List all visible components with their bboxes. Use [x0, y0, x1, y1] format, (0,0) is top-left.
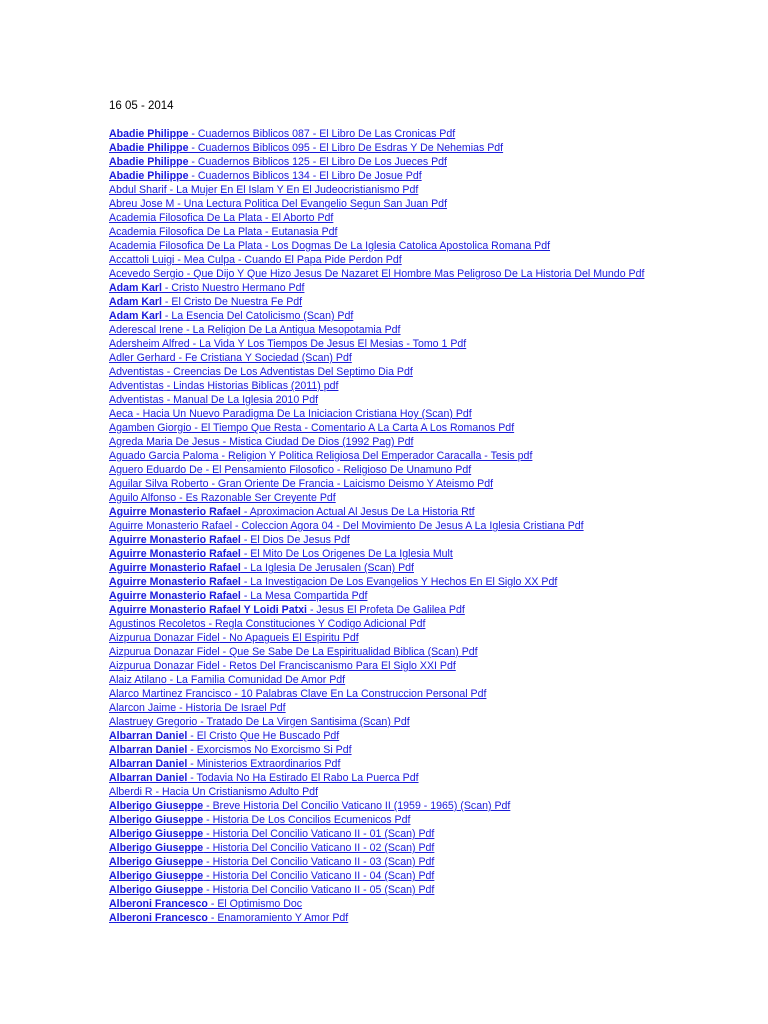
link-author: Agustinos Recoletos: [109, 618, 206, 630]
link-author: Alberigo Giuseppe: [109, 856, 204, 868]
document-link[interactable]: [109, 520, 584, 532]
link-title: - La Mujer En El Islam Y En El Judeocristianismo Pdf: [166, 184, 419, 196]
list-item: [109, 365, 759, 379]
list-item: [109, 743, 759, 757]
list-item: [109, 505, 759, 519]
link-title: - Cuadernos Biblicos 095 - El Libro De Esdras Y De Nehemias Pdf: [188, 142, 504, 154]
document-link[interactable]: [109, 912, 348, 924]
list-item: [109, 855, 759, 869]
link-author: Adam Karl: [109, 310, 162, 322]
link-author: Abreu Jose M: [109, 198, 175, 210]
link-title: - Eutanasia Pdf: [262, 226, 338, 238]
link-title: - Mea Culpa - Cuando El Papa Pide Perdon Pdf: [174, 254, 402, 266]
list-item: [109, 295, 759, 309]
link-title: - Los Dogmas De La Iglesia Catolica Apostolica Romana Pdf: [262, 240, 551, 252]
link-title: - Hacia Un Nuevo Paradigma De La Iniciacion Cristiana Hoy (Scan) Pdf: [133, 408, 472, 420]
document-link[interactable]: [109, 772, 419, 784]
link-title: - La Esencia Del Catolicismo (Scan) Pdf: [161, 310, 354, 322]
link-author: Academia Filosofica De La Plata: [109, 226, 263, 238]
link-author: Adventistas: [109, 366, 164, 378]
document-link[interactable]: [109, 604, 465, 616]
link-author: Aguirre Monasterio Rafael: [109, 562, 241, 574]
link-author: Aguirre Monasterio Rafael: [109, 548, 241, 560]
document-link[interactable]: [109, 436, 413, 448]
document-link[interactable]: [109, 800, 510, 812]
link-title: - El Mito De Los Origenes De La Iglesia Mult: [240, 548, 453, 560]
document-link[interactable]: [109, 128, 455, 140]
list-item: [109, 155, 759, 169]
document-link[interactable]: [109, 296, 302, 308]
document-link[interactable]: [109, 562, 414, 574]
link-title: - Gran Oriente De Francia - Laicismo Deismo Y Ateismo Pdf: [208, 478, 494, 490]
list-item: [109, 827, 759, 841]
list-item: [109, 463, 759, 477]
list-item: [109, 631, 759, 645]
link-author: Adersheim Alfred: [109, 338, 190, 350]
link-author: Acevedo Sergio: [109, 268, 184, 280]
link-title: - El Aborto Pdf: [262, 212, 334, 224]
link-title: - El Optimismo Doc: [207, 898, 303, 910]
list-item: [109, 309, 759, 323]
link-title: - El Dios De Jesus Pdf: [240, 534, 350, 546]
document-link[interactable]: [109, 716, 410, 728]
link-title: - Hacia Un Cristianismo Adulto Pdf: [152, 786, 319, 798]
link-title: - Es Razonable Ser Creyente Pdf: [176, 492, 336, 504]
list-item: [109, 715, 759, 729]
link-title: - Coleccion Agora 04 - Del Movimiento De Jesus A La Iglesia Cristiana Pdf: [232, 520, 584, 532]
link-title: - Regla Constituciones Y Codigo Adicional Pdf: [205, 618, 426, 630]
link-author: Alberdi R: [109, 786, 153, 798]
link-author: Alberigo Giuseppe: [109, 870, 204, 882]
link-author: Aguilar Silva Roberto: [109, 478, 209, 490]
link-title: - Ministerios Extraordinarios Pdf: [187, 758, 341, 770]
list-item: [109, 267, 759, 281]
link-title: - Que Se Sabe De La Espiritualidad Biblica (Scan) Pdf: [219, 646, 478, 658]
document-link[interactable]: [109, 814, 410, 826]
link-title: - El Pensamiento Filosofico - Religioso De Unamuno Pdf: [202, 464, 472, 476]
link-title: - La Vida Y Los Tiempos De Jesus El Mesias - Tomo 1 Pdf: [189, 338, 467, 350]
link-title: - Fe Cristiana Y Sociedad (Scan) Pdf: [175, 352, 352, 364]
link-author: Alberoni Francesco: [109, 912, 208, 924]
list-item: [109, 547, 759, 561]
document-link[interactable]: [109, 884, 434, 896]
link-title: - Una Lectura Politica Del Evangelio Segun San Juan Pdf: [174, 198, 448, 210]
link-title: - Historia Del Concilio Vaticano II - 03 (Scan) Pdf: [203, 856, 435, 868]
link-title: - Cuadernos Biblicos 087 - El Libro De Las Cronicas Pdf: [188, 128, 456, 140]
document-link[interactable]: [109, 870, 434, 882]
list-item: [109, 407, 759, 421]
link-author: Accattoli Luigi: [109, 254, 175, 266]
link-title: - La Religion De La Antigua Mesopotamia Pdf: [183, 324, 401, 336]
link-author: Adler Gerhard: [109, 352, 176, 364]
document-link[interactable]: [109, 506, 475, 518]
document-link[interactable]: [109, 464, 471, 476]
link-author: Aizpurua Donazar Fidel: [109, 646, 220, 658]
list-item: [109, 673, 759, 687]
link-author: Abadie Philippe: [109, 156, 189, 168]
list-item: [109, 449, 759, 463]
document-link[interactable]: [109, 352, 352, 364]
document-link[interactable]: [109, 394, 318, 406]
link-title: - 10 Palabras Clave En La Construccion Personal Pdf: [231, 688, 487, 700]
link-title: - Lindas Historias Biblicas (2011) pdf: [163, 380, 339, 392]
list-item: [109, 645, 759, 659]
link-author: Academia Filosofica De La Plata: [109, 240, 263, 252]
document-link[interactable]: [109, 198, 447, 210]
list-item: [109, 883, 759, 897]
list-item: [109, 127, 759, 141]
document-link[interactable]: [109, 450, 532, 462]
list-item: [109, 841, 759, 855]
list-item: [109, 911, 759, 925]
document-link[interactable]: [109, 842, 434, 854]
link-title: - La Investigacion De Los Evangelios Y Hechos En El Siglo XX Pdf: [240, 576, 558, 588]
document-link[interactable]: [109, 268, 644, 280]
link-author: Abadie Philippe: [109, 170, 189, 182]
link-author: Alberigo Giuseppe: [109, 800, 204, 812]
list-item: [109, 701, 759, 715]
list-item: [109, 477, 759, 491]
link-author: Alberigo Giuseppe: [109, 842, 204, 854]
list-item: [109, 869, 759, 883]
link-title: - Manual De La Iglesia 2010 Pdf: [163, 394, 319, 406]
link-author: Adam Karl: [109, 296, 162, 308]
document-link[interactable]: [109, 674, 345, 686]
list-item: [109, 281, 759, 295]
list-item: [109, 519, 759, 533]
list-item: [109, 799, 759, 813]
list-item: [109, 169, 759, 183]
link-title: - El Cristo Que He Buscado Pdf: [187, 730, 340, 742]
list-item: [109, 141, 759, 155]
list-item: [109, 393, 759, 407]
link-author: Aguirre Monasterio Rafael: [109, 520, 233, 532]
list-item: [109, 435, 759, 449]
link-title: - La Mesa Compartida Pdf: [240, 590, 368, 602]
link-title: - Todavia No Ha Estirado El Rabo La Puerca Pdf: [187, 772, 419, 784]
list-item: [109, 659, 759, 673]
document-link[interactable]: [109, 534, 350, 546]
link-author: Alberoni Francesco: [109, 898, 208, 910]
list-item: [109, 771, 759, 785]
link-author: Aizpurua Donazar Fidel: [109, 632, 220, 644]
list-item: [109, 617, 759, 631]
document-link[interactable]: [109, 226, 338, 238]
document-link[interactable]: [109, 702, 286, 714]
link-author: Aizpurua Donazar Fidel: [109, 660, 220, 672]
link-author: Albarran Daniel: [109, 730, 188, 742]
list-item: [109, 757, 759, 771]
link-author: Alberigo Giuseppe: [109, 884, 204, 896]
link-author: Aderescal Irene: [109, 324, 184, 336]
link-author: Academia Filosofica De La Plata: [109, 212, 263, 224]
document-link[interactable]: [109, 310, 353, 322]
link-author: Adam Karl: [109, 282, 162, 294]
document-link[interactable]: [109, 744, 352, 756]
document-link[interactable]: [109, 366, 413, 378]
list-item: [109, 575, 759, 589]
link-title: - Tratado De La Virgen Santisima (Scan) Pdf: [197, 716, 410, 728]
document-link[interactable]: [109, 828, 434, 840]
link-author: Abadie Philippe: [109, 128, 189, 140]
link-title: - Religion Y Politica Religiosa Del Emperador Caracalla - Tesis pdf: [218, 450, 533, 462]
list-item: [109, 561, 759, 575]
list-item: [109, 687, 759, 701]
link-author: Aguero Eduardo De: [109, 464, 203, 476]
link-title: - Exorcismos No Exorcismo Si Pdf: [187, 744, 352, 756]
document-link[interactable]: [109, 170, 422, 182]
link-author: Alarco Martinez Francisco: [109, 688, 232, 700]
list-item: [109, 603, 759, 617]
link-title: - Historia De Israel Pdf: [176, 702, 286, 714]
link-title: - El Cristo De Nuestra Fe Pdf: [161, 296, 303, 308]
link-title: - Historia De Los Concilios Ecumenicos Pdf: [203, 814, 411, 826]
list-item: [109, 225, 759, 239]
document-link-list: [109, 127, 759, 925]
link-title: - Cristo Nuestro Hermano Pdf: [161, 282, 305, 294]
link-author: Aguirre Monasterio Rafael: [109, 576, 241, 588]
link-author: Alarcon Jaime: [109, 702, 177, 714]
list-item: [109, 253, 759, 267]
link-author: Abdul Sharif: [109, 184, 167, 196]
link-title: - La Iglesia De Jerusalen (Scan) Pdf: [240, 562, 414, 574]
link-title: - Historia Del Concilio Vaticano II - 04 (Scan) Pdf: [203, 870, 435, 882]
document-link[interactable]: [109, 422, 514, 434]
document-link[interactable]: [109, 282, 304, 294]
link-author: Albarran Daniel: [109, 744, 188, 756]
link-author: Alberigo Giuseppe: [109, 814, 204, 826]
link-title: - Historia Del Concilio Vaticano II - 01 (Scan) Pdf: [203, 828, 435, 840]
document-link[interactable]: [109, 576, 557, 588]
link-author: Alastruey Gregorio: [109, 716, 198, 728]
document-link[interactable]: [109, 590, 367, 602]
document-link[interactable]: [109, 254, 402, 266]
link-title: - Creencias De Los Adventistas Del Septimo Dia Pdf: [163, 366, 413, 378]
list-item: [109, 183, 759, 197]
link-title: - El Tiempo Que Resta - Comentario A La Carta A Los Romanos Pdf: [191, 422, 515, 434]
link-title: - Mistica Ciudad De Dios (1992 Pag) Pdf: [219, 436, 414, 448]
list-item: [109, 729, 759, 743]
document-link[interactable]: [109, 156, 447, 168]
link-title: - Aproximacion Actual Al Jesus De La Historia Rtf: [240, 506, 475, 518]
link-title: - Historia Del Concilio Vaticano II - 02 (Scan) Pdf: [203, 842, 435, 854]
link-author: Abadie Philippe: [109, 142, 189, 154]
list-item: [109, 379, 759, 393]
link-title: - Cuadernos Biblicos 125 - El Libro De Los Jueces Pdf: [188, 156, 447, 168]
link-author: Adventistas: [109, 394, 164, 406]
list-item: [109, 533, 759, 547]
list-item: [109, 813, 759, 827]
document-link[interactable]: [109, 324, 401, 336]
link-author: Aeca: [109, 408, 134, 420]
document-link[interactable]: [109, 898, 302, 910]
link-author: Alaiz Atilano: [109, 674, 167, 686]
list-item: [109, 491, 759, 505]
list-item: [109, 421, 759, 435]
link-title: - Que Dijo Y Que Hizo Jesus De Nazaret El Hombre Mas Peligroso De La Historia Del Mundo Pdf: [183, 268, 645, 280]
link-title: - Cuadernos Biblicos 134 - El Libro De Josue Pdf: [188, 170, 422, 182]
link-title: - Jesus El Profeta De Galilea Pdf: [307, 604, 465, 616]
document-link[interactable]: [109, 646, 478, 658]
document-link[interactable]: [109, 786, 318, 798]
list-item: [109, 323, 759, 337]
document-link[interactable]: [109, 632, 359, 644]
document-link[interactable]: [109, 408, 472, 420]
link-author: Alberigo Giuseppe: [109, 828, 204, 840]
document-link[interactable]: [109, 492, 336, 504]
list-item: [109, 211, 759, 225]
link-title: - La Familia Comunidad De Amor Pdf: [166, 674, 346, 686]
document-link[interactable]: [109, 688, 486, 700]
list-item: [109, 589, 759, 603]
link-author: Adventistas: [109, 380, 164, 392]
link-author: Agreda Maria De Jesus: [109, 436, 220, 448]
document-link[interactable]: [109, 856, 434, 868]
link-author: Aguado Garcia Paloma: [109, 450, 219, 462]
document-link[interactable]: [109, 380, 338, 392]
link-author: Aguirre Monasterio Rafael Y Loidi Patxi: [109, 604, 307, 616]
document-link[interactable]: [109, 212, 333, 224]
link-author: Albarran Daniel: [109, 772, 188, 784]
list-item: [109, 785, 759, 799]
document-link[interactable]: [109, 240, 550, 252]
document-link[interactable]: [109, 758, 340, 770]
list-item: [109, 337, 759, 351]
link-title: - Historia Del Concilio Vaticano II - 05 (Scan) Pdf: [203, 884, 435, 896]
list-item: [109, 351, 759, 365]
document-page: [109, 99, 759, 925]
link-title: - Retos Del Franciscanismo Para El Siglo XXI Pdf: [219, 660, 456, 672]
document-link[interactable]: [109, 142, 503, 154]
document-date: 16 05 - 2014: [109, 100, 174, 112]
list-item: [109, 197, 759, 211]
link-title: - Enamoramiento Y Amor Pdf: [207, 912, 349, 924]
list-item: [109, 897, 759, 911]
document-link[interactable]: [109, 730, 339, 742]
document-link[interactable]: [109, 618, 425, 630]
list-item: [109, 239, 759, 253]
document-link[interactable]: [109, 660, 456, 672]
link-author: Aguirre Monasterio Rafael: [109, 590, 241, 602]
link-author: Aguirre Monasterio Rafael: [109, 534, 241, 546]
link-author: Albarran Daniel: [109, 758, 188, 770]
link-author: Aguirre Monasterio Rafael: [109, 506, 241, 518]
link-title: - Breve Historia Del Concilio Vaticano II (1959 - 1965) (Scan) Pdf: [203, 800, 511, 812]
link-author: Aguilo Alfonso: [109, 492, 177, 504]
document-link[interactable]: [109, 548, 453, 560]
document-link[interactable]: [109, 338, 466, 350]
link-author: Agamben Giorgio: [109, 422, 192, 434]
document-link[interactable]: [109, 184, 418, 196]
link-title: - No Apagueis El Espiritu Pdf: [219, 632, 359, 644]
document-link[interactable]: [109, 478, 493, 490]
